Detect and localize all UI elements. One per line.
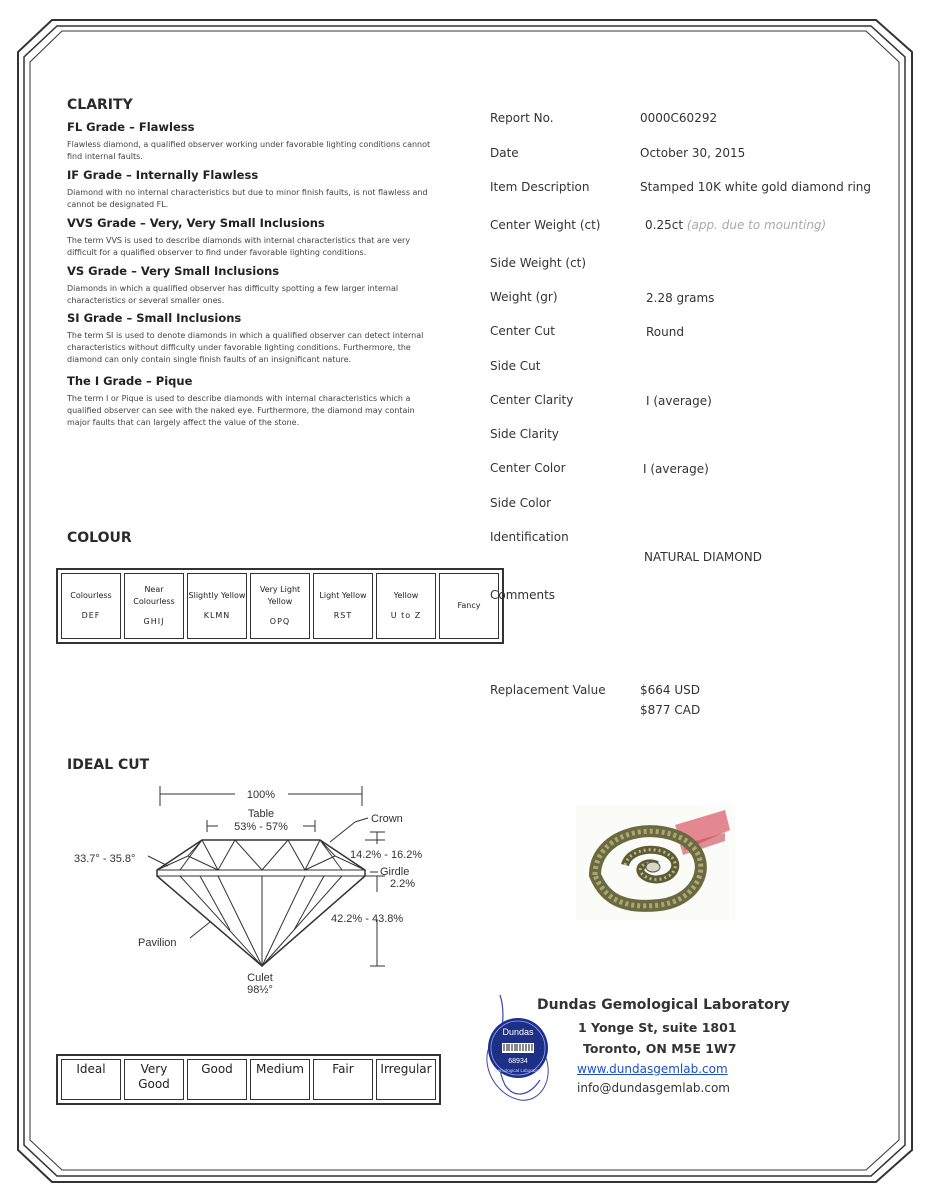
diagram-culet-value: 98½°	[247, 984, 273, 995]
colour-cell	[439, 573, 499, 639]
clarity-grade-desc: The term VVS is used to describe diamonds with internal characteristics that are very difficult for a qualified observer to find under favorable lighting conditions.	[67, 236, 411, 257]
clarity-grade-title: FL Grade – Flawless	[67, 120, 195, 134]
report-value	[645, 218, 826, 232]
clarity-heading: CLARITY	[67, 97, 133, 113]
report-value: $664 USD	[640, 683, 700, 697]
diagram-pavilion-label: Pavilion	[138, 937, 177, 949]
lab-email: info@dundasgemlab.com	[577, 1081, 730, 1095]
colour-scale-table	[56, 568, 504, 644]
diagram-culet-label: Culet	[247, 972, 273, 984]
cut-grade-cell: Ideal	[61, 1059, 121, 1100]
report-label: Replacement Value	[490, 683, 606, 697]
report-label: Center Weight (ct)	[490, 218, 601, 232]
clarity-grade-title: IF Grade – Internally Flawless	[67, 168, 259, 182]
diagram-girdle-label: Girdle	[380, 866, 410, 878]
diagram-crown-label: Crown	[371, 813, 403, 825]
colour-cell	[124, 573, 184, 639]
colour-name: Yellow	[393, 591, 419, 600]
colour-name: Slightly Yellow	[188, 591, 246, 600]
cut-grade-table	[56, 1054, 441, 1105]
report-value: Stamped 10K white gold diamond ring	[640, 180, 871, 194]
center-weight-value: 0.25ct	[645, 218, 684, 232]
report-value: October 30, 2015	[640, 146, 746, 160]
colour-grades: RST	[333, 611, 353, 620]
colour-grades: U to Z	[390, 611, 422, 620]
report-value: I (average)	[646, 394, 712, 408]
diagram-girdle-value: 2.2%	[390, 878, 416, 890]
report-value: I (average)	[643, 462, 709, 476]
diagram-pavilion-depth: 42.2% - 43.8%	[331, 913, 404, 925]
report-label: Side Clarity	[490, 427, 559, 441]
diagram-width-label: 100%	[246, 789, 276, 801]
report-label: Side Color	[490, 496, 552, 510]
seal-bottom-text: Gemological Laboratory	[494, 1068, 542, 1073]
clarity-grade-title: VVS Grade – Very, Very Small Inclusions	[67, 216, 325, 230]
colour-cell	[376, 573, 436, 639]
report-value: NATURAL DIAMOND	[644, 550, 762, 564]
report-label: Side Cut	[490, 359, 541, 373]
report-label: Date	[490, 146, 519, 160]
colour-name: Light Yellow	[319, 591, 367, 600]
colour-cell	[187, 573, 247, 639]
clarity-grade-desc: Diamond with no internal characteristics but due to minor finish faults, is not flawless and cannot be designated FL.	[67, 188, 428, 209]
clarity-grade-desc: The term SI is used to denote diamonds in which a qualified observer can detect internal characteristics without difficulty under favorable lighting conditions. Furthermore, the diamond can only contain single finish faults of an insignificant nature.	[67, 331, 424, 364]
report-value-2: $877 CAD	[640, 703, 701, 717]
report-value: Round	[646, 325, 684, 339]
clarity-grade-desc: Diamonds in which a qualified observer has difficulty spotting a few larger internal characteristics or several smaller ones.	[67, 284, 399, 305]
seal-top-text: Dundas	[502, 1027, 534, 1037]
colour-heading: COLOUR	[67, 530, 132, 546]
report-label: Report No.	[490, 111, 554, 125]
cut-grade-cell: Fair	[313, 1059, 373, 1100]
colour-grades: KLMN	[203, 611, 231, 620]
colour-grades: DEF	[81, 611, 101, 620]
clarity-grade-title: SI Grade – Small Inclusions	[67, 311, 242, 325]
cut-grade-cell: Medium	[250, 1059, 310, 1100]
lab-address-line2: Toronto, ON M5E 1W7	[583, 1041, 737, 1056]
lab-address-line1: 1 Yonge St, suite 1801	[578, 1020, 737, 1035]
report-label: Center Color	[490, 461, 566, 475]
ideal-cut-heading: IDEAL CUT	[67, 757, 150, 773]
clarity-grade-title: VS Grade – Very Small Inclusions	[67, 264, 280, 278]
colour-grades: OPQ	[269, 617, 291, 626]
diagram-table-label: Table	[247, 808, 275, 820]
cut-grade-cell: Good	[187, 1059, 247, 1100]
diagram-crown-height: 14.2% - 16.2%	[350, 849, 423, 861]
report-label: Center Clarity	[490, 393, 574, 407]
report-label: Weight (gr)	[490, 290, 558, 304]
clarity-grade-desc: Flawless diamond, a qualified observer working under favorable lighting conditions cannot find internal faults.	[67, 140, 431, 161]
diagram-crown-angle: 33.7° - 35.8°	[74, 853, 136, 865]
report-label: Identification	[490, 530, 569, 544]
colour-cell	[61, 573, 121, 639]
seal-number: 68934	[508, 1058, 528, 1065]
report-value: 0000C60292	[640, 111, 718, 125]
colour-name: Very Light Yellow	[259, 585, 301, 606]
lab-website-link[interactable]: www.dundasgemlab.com	[577, 1062, 728, 1076]
colour-cell	[250, 573, 310, 639]
report-label: Side Weight (ct)	[490, 256, 587, 270]
report-value: 2.28 grams	[646, 291, 715, 305]
diamond-cut-diagram	[60, 780, 440, 995]
report-label: Center Cut	[490, 324, 555, 338]
center-weight-note: (app. due to mounting)	[686, 218, 827, 232]
cut-grade-cell: Irregular	[376, 1059, 436, 1100]
colour-cell	[313, 573, 373, 639]
diagram-table-range: 53% - 57%	[234, 821, 288, 833]
colour-name: Near Colourless	[133, 585, 175, 606]
report-label: Comments	[490, 588, 556, 602]
ring-photo	[575, 805, 735, 920]
lab-name: Dundas Gemological Laboratory	[537, 997, 790, 1013]
colour-name: Fancy	[457, 601, 481, 610]
colour-grades: GHIJ	[143, 617, 165, 626]
colour-name: Colourless	[70, 591, 112, 600]
clarity-grade-title: The I Grade – Pique	[67, 374, 193, 388]
clarity-grade-desc: The term I or Pique is used to describe diamonds with internal characteristics which a qualified observer can see with the naked eye. Furthermore, the diamond may contain major faults that can largely affect the value of the stone.	[67, 394, 415, 427]
cut-grade-cell: Very Good	[124, 1059, 184, 1100]
report-label: Item Description	[490, 180, 590, 194]
